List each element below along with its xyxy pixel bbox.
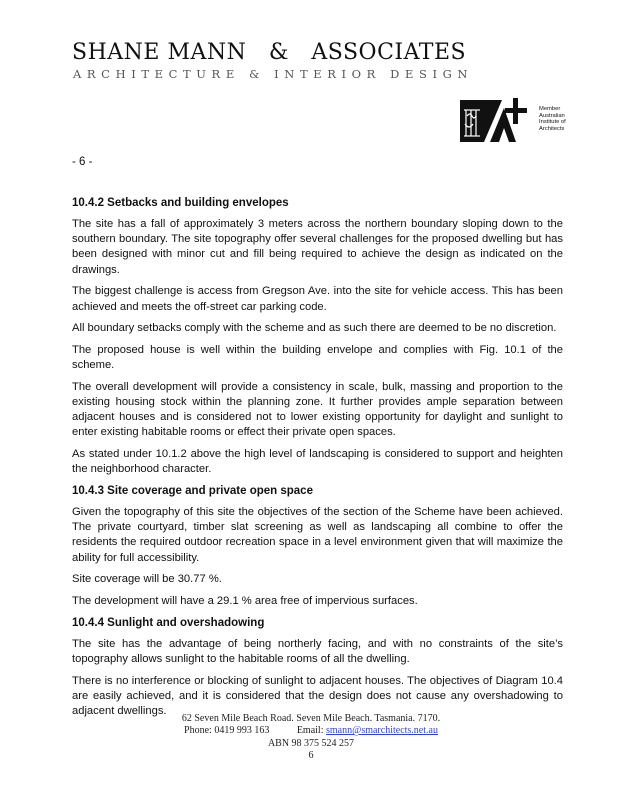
section-heading: 10.4.3 Site coverage and private open space [72,485,313,498]
logo-caption-line: Institute of [539,119,566,125]
section-setbacks [72,196,563,478]
paragraph: The proposed house is well within the building envelope and complies with Fig. 10.1 of the scheme. [72,343,563,372]
page-marker: - 6 - [72,156,93,168]
footer-abn: ABN 98 375 524 257 [267,737,355,749]
paragraph: The site has the advantage of being northerly facing, and with no constraints of the site’s topography allows sunlight to the habitable rooms of all the dwelling. [72,637,563,665]
section-site-coverage [72,484,563,609]
footer-page-number: 6 [308,749,314,761]
footer-email-label: Email: [296,725,326,737]
section-sunlight [72,616,563,720]
paragraph: The site has a fall of approximately 3 meters across the northern boundary sloping down to the southern boundary. The site topography offer several challenges for the proposed dwelling but has been designed with minor cut and fill being required to achieve the design as indicated on the drawings. [72,218,563,276]
footer-email-link[interactable]: smann@smarchitects.net.au [326,725,438,737]
paragraph: The development will have a 29.1 % area free of impervious surfaces. [72,595,418,608]
logo-caption-line: Australian [539,112,565,119]
aia-member-logo [458,96,578,144]
footer-phone: Phone: 0419 993 163 [184,725,270,737]
logo-caption-line: Member [539,106,561,112]
logo-caption [539,106,566,132]
paragraph: Given the topography of this site the objectives of the section of the Scheme have been achieved. The private courtyard, timber slat screening as well as landscaping all combine to offer the residents the required outdoor recreation space in a level environment given that will maximize the ability for full accessibility. [72,506,563,564]
section-heading: 10.4.4 Sunlight and overshadowing [72,616,265,629]
page-footer [0,713,622,762]
footer-address: 62 Seven Mile Beach Road. Seven Mile Beach. Tasmania. 7170. [181,713,441,724]
paragraph: The biggest challenge is access from Gregson Ave. into the site for vehicle access. This has been achieved and meets the off-street car parking code. [72,285,563,313]
section-heading: 10.4.2 Setbacks and building envelopes [72,197,289,209]
firm-name: SHANE MANN & ASSOCIATES [72,40,467,65]
logo-caption-line: Architects [539,125,565,132]
footer-contact [0,725,622,737]
paragraph: There is no interference or blocking of sunlight to adjacent houses. The objectives of Diagram 10.4 are easily achieved, and it is considered that the design does not cause any overshadowing to adjacent dwellings. [72,674,563,718]
architects-institute-logo-icon [458,96,538,144]
document-body [72,196,563,726]
paragraph: As stated under 10.1.2 above the high level of landscaping is considered to support and heighten the neighborhood character. [72,448,563,476]
firm-tagline: ARCHITECTURE & INTERIOR DESIGN [73,67,474,81]
paragraph: The overall development will provide a consistency in scale, bulk, massing and proportion to the existing housing stock within the planning zone. It further provides ample separation between adjacent houses and is considered not to lower existing opportunity for daylight and sunlight to enter existing habitable rooms or effect their private open spaces. [72,380,563,439]
paragraph: All boundary setbacks comply with the scheme and as such there are deemed to be no discretion. [72,322,557,335]
paragraph: Site coverage will be 30.77 %. [72,573,222,586]
